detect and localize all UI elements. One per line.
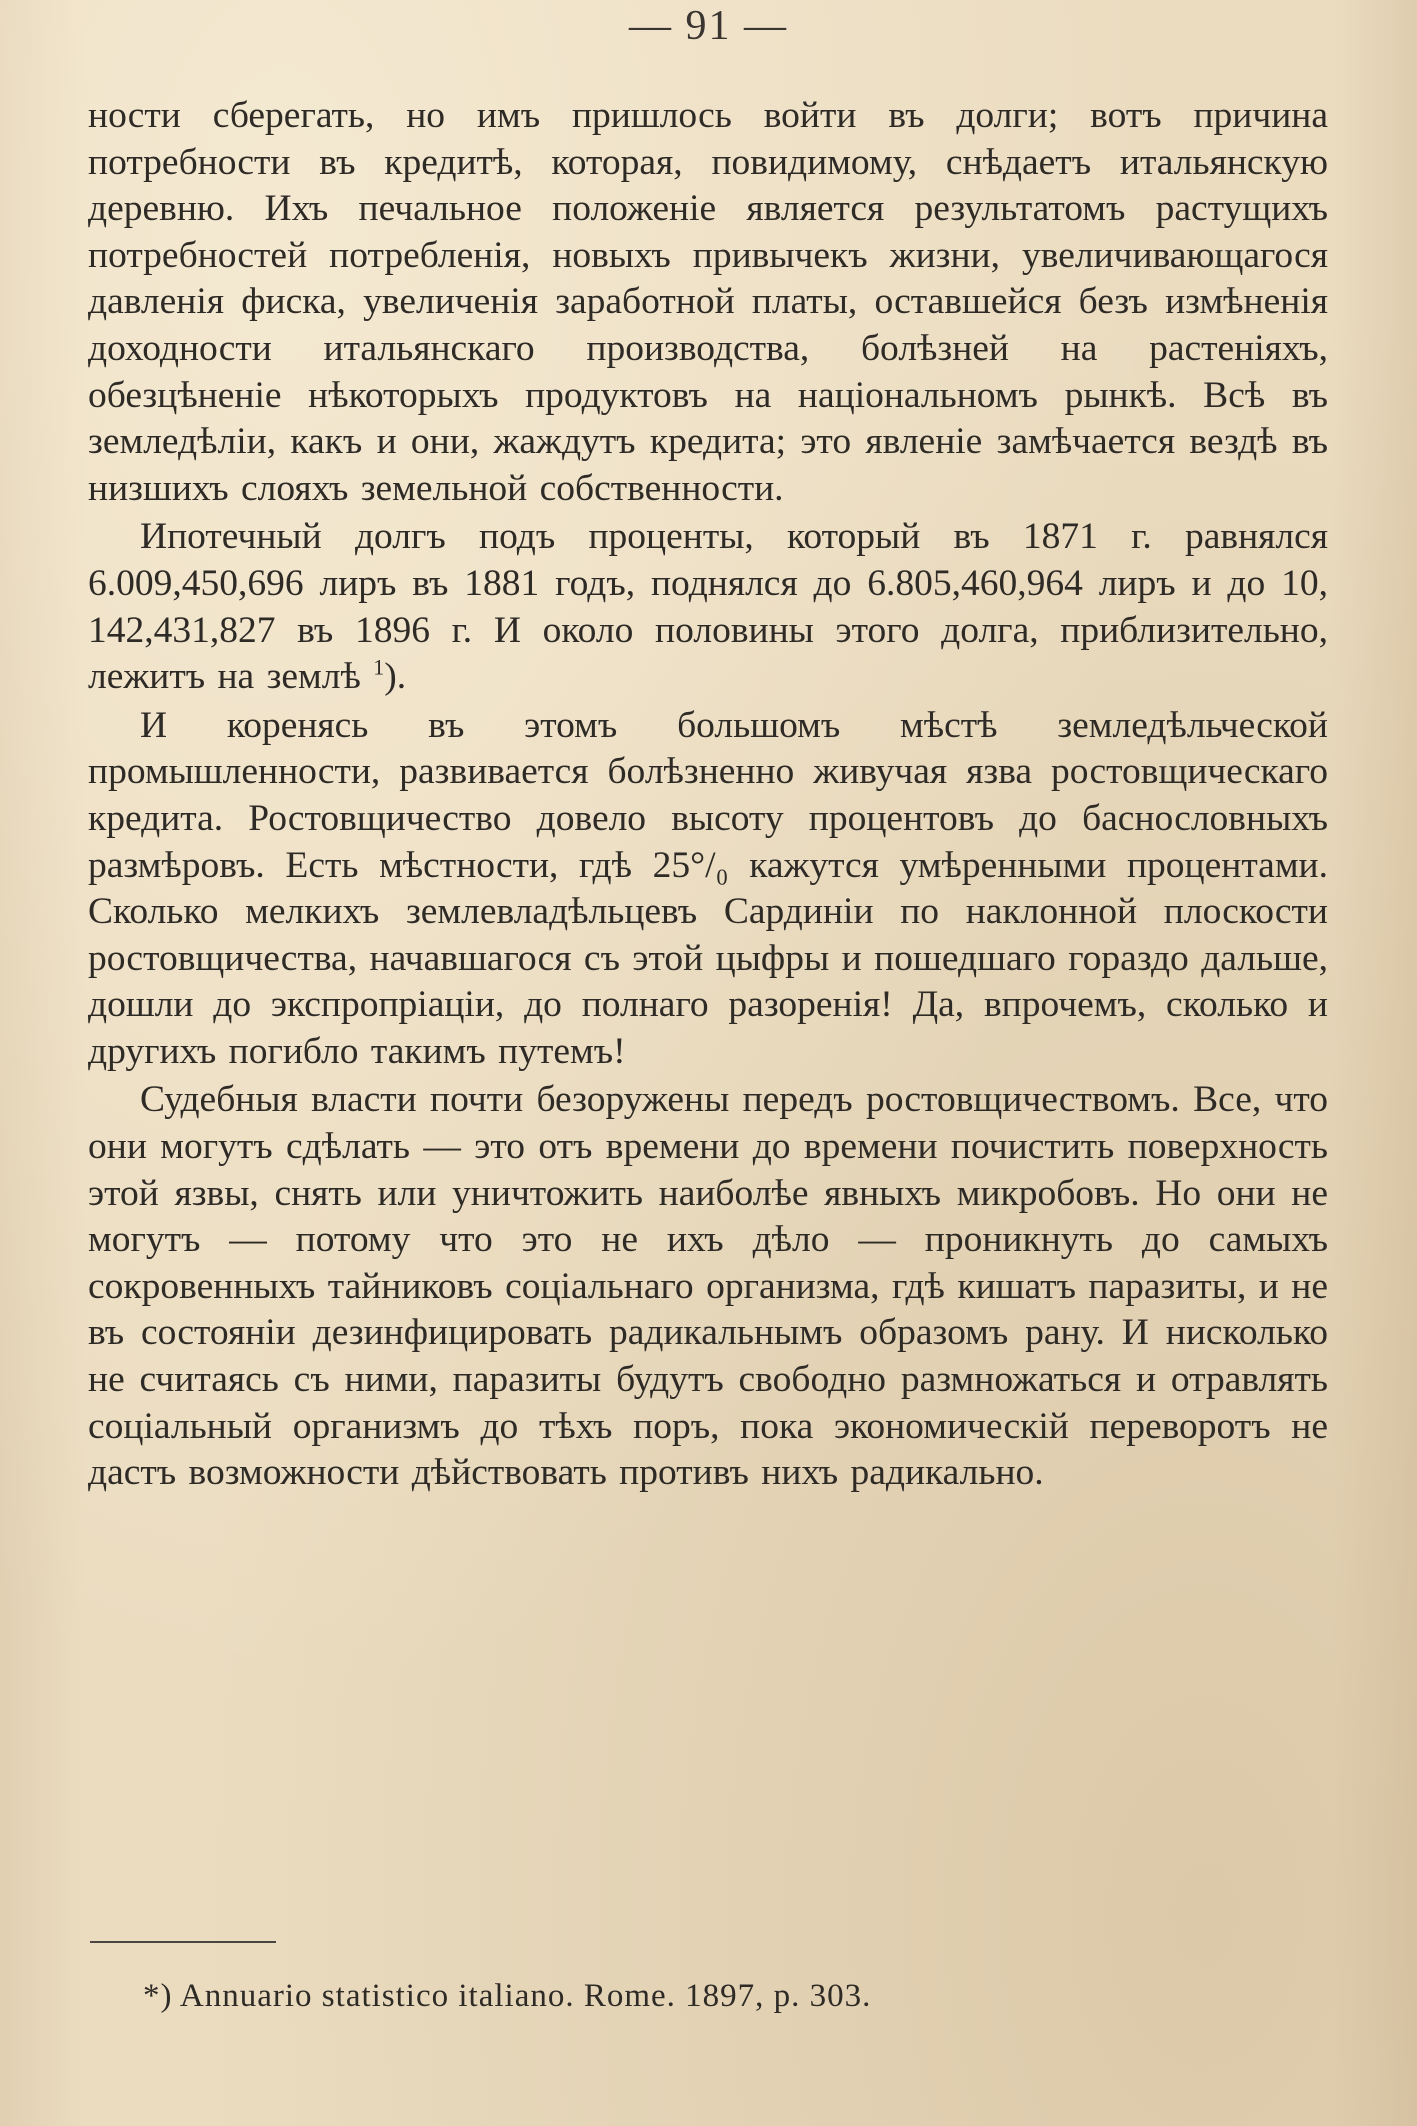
footnote: *) Annuario statistico italiano. Rome. 1897, p. 303.	[143, 1978, 872, 2014]
paragraph-3: И коренясь въ этомъ большомъ мѣстѣ земледѣльческой промышленности, развивается болѣзненно живучая язва ростовщическаго кредита. Ростовщичество довело высоту процентовъ до баснословныхъ размѣровъ. Есть мѣстности, гдѣ 25°/₀ кажутся умѣренными процентами. Сколько мелкихъ землевладѣльцевъ Сардинiи по наклонной плоскости ростовщичества, начавшагося съ этой цыфры и пошедшаго гораздо дальше, дошли до экспропрiацiи, до полнаго разоренiя! Да, впрочемъ, сколько и другихъ погибло такимъ путемъ!	[88, 704, 1328, 1072]
page-number: — 91 —	[629, 3, 788, 49]
paragraph-2	[88, 514, 1328, 700]
main-text	[88, 93, 1328, 1497]
paragraph-2-text: Ипотечный долгъ подъ проценты, который въ 1871 г. равнялся 6.009,450,696 лиръ въ 1881 годъ, поднялся до 6.805,460,964 лиръ и до 10, 142,431,827 въ 1896 г. И около половины этого долга, приблизительно, лежитъ на землѣ	[88, 516, 1328, 698]
paragraph-4: Судебныя власти почти безоружены передъ ростовщичествомъ. Все, что они могутъ сдѣлать — это отъ времени до времени почистить поверхность этой язвы, снять или уничтожить наиболѣе явныхъ микробовъ. Но они не могутъ — потому что это не ихъ дѣло — проникнуть до самыхъ сокровенныхъ тайниковъ соцiальнаго организма, гдѣ кишатъ паразиты, и не въ состоянiи дезинфицировать радикальнымъ образомъ рану. И нисколько не считаясь съ ними, паразиты будутъ свободно размножаться и отравлять соцiальный организмъ до тѣхъ поръ, пока экономическiй переворотъ не дастъ возможности дѣйствовать противъ нихъ радикально.	[88, 1079, 1328, 1494]
footnote-marker: 1	[373, 654, 385, 680]
footnote-divider	[90, 1941, 276, 1943]
paragraph-2-tail: ).	[384, 656, 407, 698]
paragraph-1: ности сберегать, но имъ пришлось войти въ долги; вотъ причина потребности въ кредитѣ, которая, повидимому, снѣдаетъ итальянскую деревню. Ихъ печальное положенiе является результатомъ растущихъ потребностей потребленiя, новыхъ привычекъ жизни, увеличивающагося давленiя фиска, увеличенiя заработной платы, оставшейся безъ измѣненiя доходности итальянскаго производства, болѣзней на растенiяхъ, обезцѣненiе нѣкоторыхъ продуктовъ на нацiональномъ рынкѣ. Всѣ въ земледѣлiи, какъ и они, жаждутъ кредита; это явленiе замѣчается вездѣ въ низшихъ слояхъ земельной собственности.	[88, 95, 1328, 509]
